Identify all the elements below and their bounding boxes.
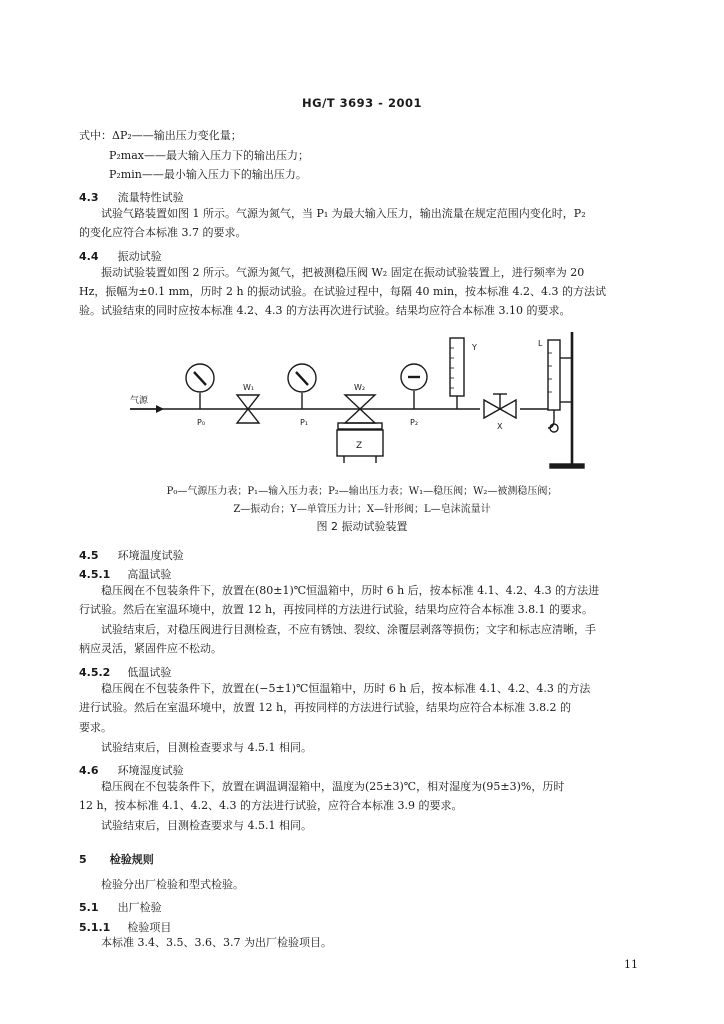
label-z: Z <box>356 441 363 451</box>
section-number: 5.1 <box>79 901 99 914</box>
paragraph-line: 的变化应符合本标准 3.7 的要求。 <box>79 226 247 239</box>
paragraph-line: 稳压阀在不包装条件下，放置在(−5±1)℃恒温箱中，历时 6 h 后，按本标准 4.1、4.2、4.3 的方法 <box>101 682 591 695</box>
section-number: 4.3 <box>79 191 99 204</box>
formula-def-line: P₂max——最大输入压力下的输出压力； <box>109 149 310 162</box>
page-number: 11 <box>624 958 638 971</box>
figure-title: 图 2 振动试验装置 <box>316 520 408 533</box>
label-p2: P₂ <box>410 418 419 427</box>
figure-legend: Z—振动台；Y—单管压力计；X—针形阀；L—皂沫流量计 <box>233 504 491 515</box>
label-p1: P₁ <box>300 418 309 427</box>
paragraph-line: 本标准 3.4、3.5、3.6、3.7 为出厂检验项目。 <box>101 936 332 949</box>
formula-def-line: 式中：ΔP₂——输出压力变化量； <box>79 129 242 142</box>
formula-def-line: P₂min——最小输入压力下的输出压力。 <box>109 168 307 181</box>
label-x: X <box>497 422 503 431</box>
source-label: 气源 <box>130 396 149 406</box>
section-title: 高温试验 <box>127 568 172 581</box>
paragraph-line: 试验结束后，对稳压阀进行目测检查，不应有锈蚀、裂纹、涂覆层剥落等损伤；文字和标志应清晰，手 <box>101 623 596 636</box>
section-number: 5 <box>79 853 87 866</box>
paragraph-line: 行试验。然后在室温环境中，放置 12 h，再按同样的方法进行试验，结果均应符合本标准 3.8.1 的要求。 <box>79 603 594 616</box>
section-number: 4.5 <box>79 549 99 562</box>
section-title: 出厂检验 <box>117 901 162 914</box>
section-heading-5 <box>79 848 154 867</box>
section-heading-4-5-1 <box>79 563 171 582</box>
section-title: 检验规则 <box>109 853 154 866</box>
section-number: 4.6 <box>79 764 99 777</box>
paragraph-line: 要求。 <box>79 721 112 734</box>
needle-valve-x-icon <box>484 394 516 418</box>
section-heading-4-5-2 <box>79 661 171 680</box>
section-heading-5-1-1 <box>79 916 171 935</box>
section-title: 流量特性试验 <box>117 191 184 204</box>
section-heading-4-3 <box>79 186 184 205</box>
label-w2: W₂ <box>354 383 366 392</box>
paragraph-line: 检验分出厂检验和型式检验。 <box>101 878 244 891</box>
document-header: HG/T 3693 - 2001 <box>302 96 422 110</box>
section-title: 环境湿度试验 <box>117 764 184 777</box>
paragraph-line: 试验气路装置如图 1 所示。气源为氮气，当 P₁ 为最大输入压力，输出流量在规定范围内变化时，P₂ <box>101 207 586 220</box>
section-heading-4-6 <box>79 759 184 778</box>
section-title: 环境温度试验 <box>117 549 184 562</box>
soap-film-flowmeter-l-icon <box>548 332 584 468</box>
paragraph-line: 试验结束后，目测检查要求与 4.5.1 相同。 <box>101 819 312 832</box>
source-arrow-icon <box>130 405 164 413</box>
section-number: 4.5.1 <box>79 568 111 581</box>
paragraph-line: 进行试验。然后在室温环境中，放置 12 h，再按同样的方法进行试验，结果均应符合本标准 3.8.2 的 <box>79 701 572 714</box>
paragraph-line: 稳压阀在不包装条件下，放置在调温调湿箱中，温度为(25±3)℃，相对湿度为(95±3)%，历时 <box>101 780 565 793</box>
paragraph-line: 稳压阀在不包装条件下，放置在(80±1)℃恒温箱中，历时 6 h 后，按本标准 4.1、4.2、4.3 的方法进 <box>101 584 600 597</box>
label-w1: W₁ <box>243 383 255 392</box>
section-number: 5.1.1 <box>79 921 111 934</box>
regulator-w2-icon <box>338 395 382 429</box>
section-title: 检验项目 <box>127 921 172 934</box>
section-number: 4.4 <box>79 250 99 263</box>
section-heading-4-5 <box>79 544 184 563</box>
gauge-p0-icon <box>186 364 214 409</box>
paragraph-line: 12 h，按本标准 4.1、4.2、4.3 的方法进行试验，应符合本标准 3.9 的要求。 <box>79 799 463 812</box>
gauge-p1-icon <box>288 364 316 409</box>
section-title: 低温试验 <box>127 666 172 679</box>
gauge-p2-icon <box>401 364 427 409</box>
paragraph-line: 试验结束后，目测检查要求与 4.5.1 相同。 <box>101 741 312 754</box>
manometer-y-icon <box>450 338 464 409</box>
paragraph-line: 柄应灵活，紧固件应不松动。 <box>79 642 222 655</box>
section-heading-5-1 <box>79 896 162 915</box>
paragraph-line: 验。试验结束的同时应按本标准 4.2、4.3 的方法再次进行试验。结果均应符合本标准 3.10 的要求。 <box>79 304 571 317</box>
paragraph-line: Hz，振幅为±0.1 mm，历时 2 h 的振动试验。在试验过程中，每隔 40 min，按本标准 4.2、4.3 的方法试 <box>79 285 607 298</box>
paragraph-line: 振动试验装置如图 2 所示。气源为氮气，把被测稳压阀 W₂ 固定在振动试验装置上，进行频率为 20 <box>101 266 585 279</box>
section-title: 振动试验 <box>117 250 162 263</box>
vibration-test-diagram <box>120 328 600 476</box>
section-heading-4-4 <box>79 245 162 264</box>
label-l: L <box>538 339 543 348</box>
section-number: 4.5.2 <box>79 666 111 679</box>
figure-legend: P₀—气源压力表；P₁—输入压力表；P₂—输出压力表；W₁—稳压阀；W₂—被测稳压阀； <box>166 486 558 497</box>
label-y: Y <box>472 343 477 352</box>
label-p0: P₀ <box>197 418 206 427</box>
